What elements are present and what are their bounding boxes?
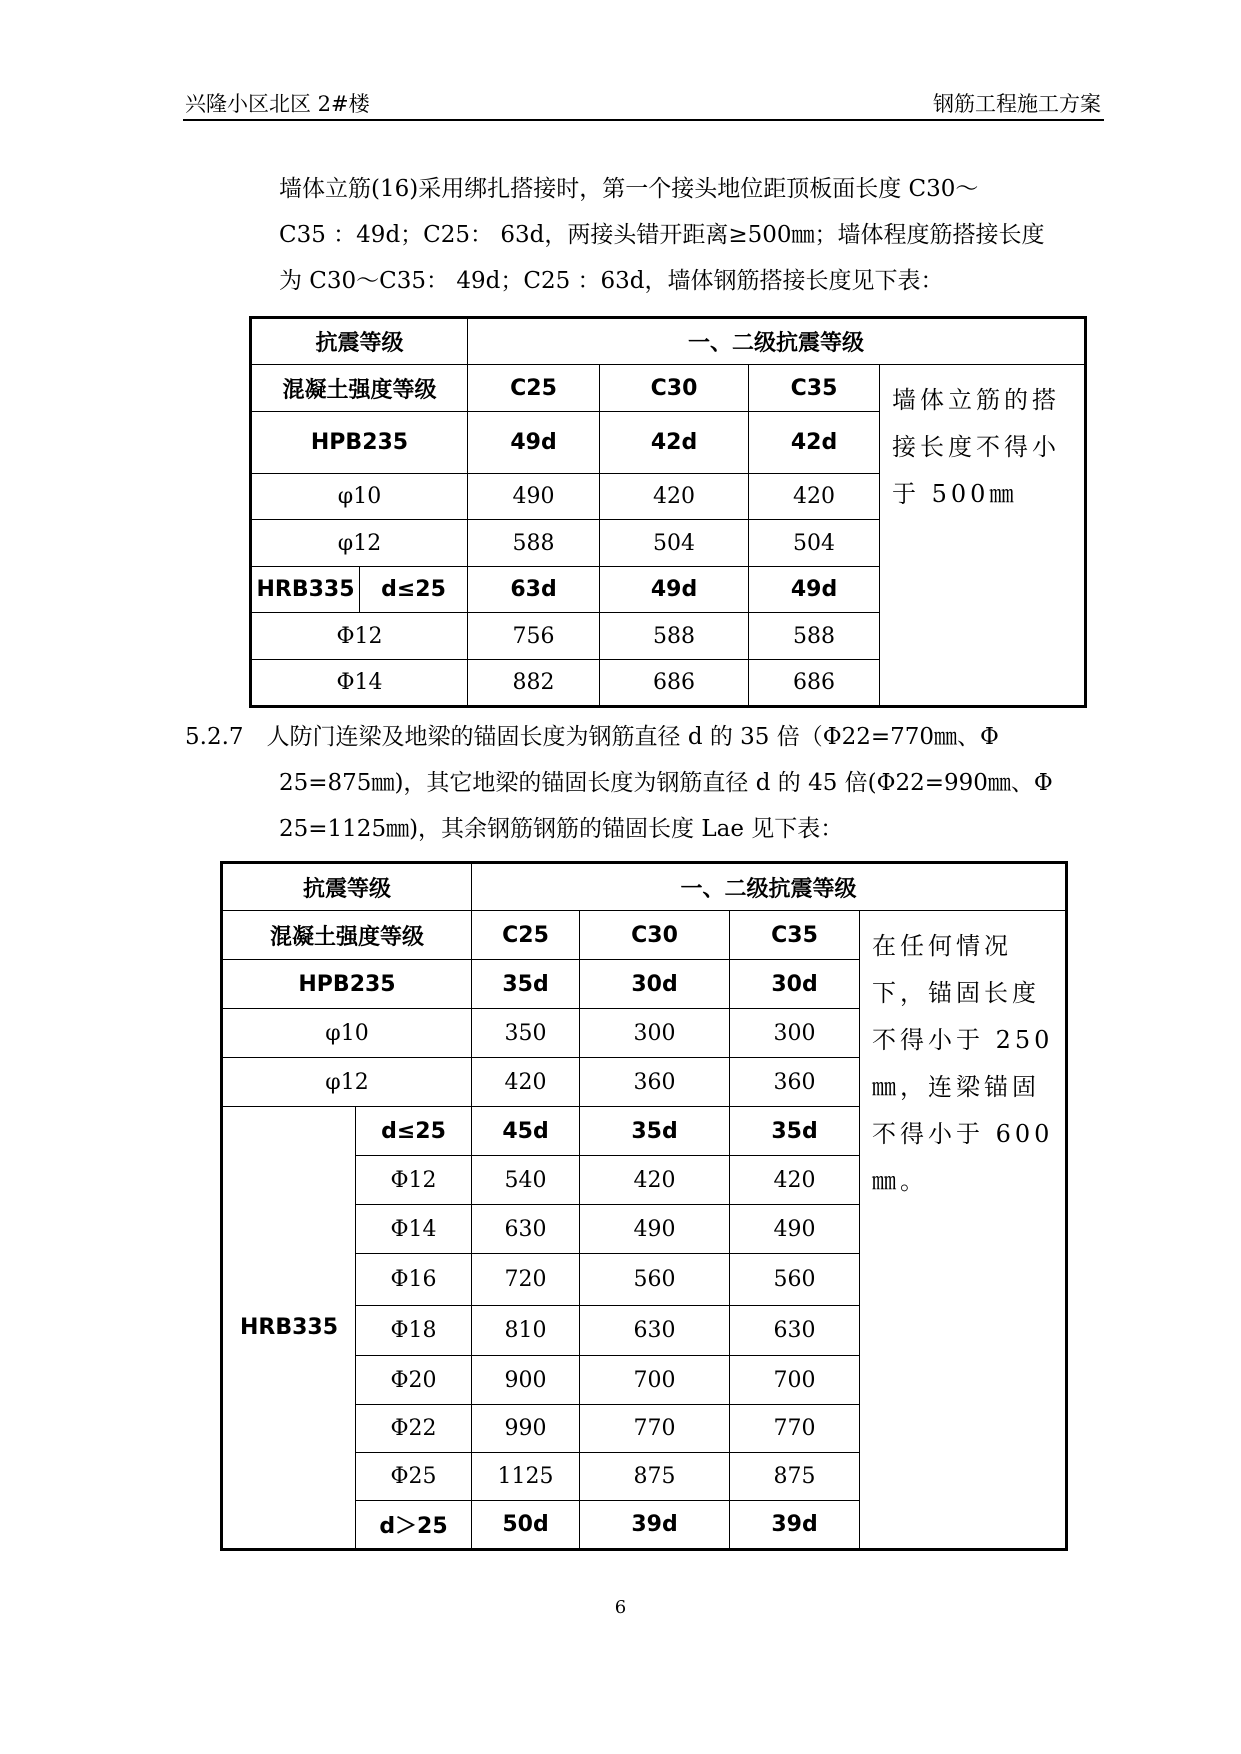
table-cell: φ10 [222,1009,472,1058]
table-cell: 420 [749,474,880,520]
header-divider [183,119,1104,121]
table-cell: Φ18 [356,1306,472,1356]
table-cell: 990 [472,1405,580,1453]
table-cell: φ12 [251,520,468,567]
table-cell: HPB235 [251,412,468,474]
header-right: 钢筋工程施工方案 [933,92,1101,116]
table-cell: 686 [749,660,880,707]
table-cell: Φ12 [251,613,468,660]
table-cell: 810 [472,1306,580,1356]
table-cell: 300 [730,1009,860,1058]
table-cell: 756 [468,613,600,660]
table-cell: 49d [468,412,600,474]
table-cell: 588 [749,613,880,660]
anchorage-length-table [220,861,1068,1551]
table-cell: 混凝土强度等级 [251,365,468,412]
paragraph-rebar-lap [279,166,1139,304]
table-cell: 900 [472,1356,580,1405]
table-cell: 504 [749,520,880,567]
table-cell: 抗震等级 [222,863,472,911]
table-cell: Φ14 [356,1205,472,1254]
table-cell: 700 [730,1356,860,1405]
table-cell: 875 [580,1453,730,1501]
table-cell: 560 [730,1254,860,1306]
table-cell: Φ16 [356,1254,472,1306]
table-cell: 30d [730,960,860,1009]
table-cell: d＞25 [356,1501,472,1550]
table-cell: C30 [600,365,749,412]
table-cell: d≤25 [356,1107,472,1156]
table-cell: C25 [472,911,580,960]
table-cell: C35 [730,911,860,960]
table-cell: C35 [749,365,880,412]
table-cell: Φ25 [356,1453,472,1501]
text-line: 为 C30～C35： 49d；C25 ：63d，墙体钢筋搭接长度见下表： [279,268,944,294]
table-cell: Φ14 [251,660,468,707]
table-cell: φ10 [251,474,468,520]
table-cell: 420 [472,1058,580,1107]
table-cell: 42d [600,412,749,474]
table-cell: 490 [730,1205,860,1254]
table-cell: 35d [730,1107,860,1156]
table-cell: 49d [600,567,749,613]
table-cell: 混凝土强度等级 [222,911,472,960]
table-cell: 45d [472,1107,580,1156]
table-cell: 420 [730,1156,860,1205]
table-cell: 一、二级抗震等级 [472,863,1067,911]
table-cell: 35d [472,960,580,1009]
table-cell: 35d [580,1107,730,1156]
table-cell: 420 [600,474,749,520]
table-cell: 50d [472,1501,580,1550]
table-cell: 720 [472,1254,580,1306]
table-cell: 360 [730,1058,860,1107]
table-cell: 1125 [472,1453,580,1501]
table-cell: Φ22 [356,1405,472,1453]
table-cell: HPB235 [222,960,472,1009]
table-cell: φ12 [222,1058,472,1107]
table-cell: 875 [730,1453,860,1501]
table-cell: C30 [580,911,730,960]
table-cell: 39d [580,1501,730,1550]
table-cell: 588 [468,520,600,567]
table-cell: 560 [580,1254,730,1306]
table-cell: 30d [580,960,730,1009]
text-line: 5.2.7 人防门连梁及地梁的锚固长度为钢筋直径 d 的 35 倍（Φ22=770㎜、Φ [185,724,999,750]
table-cell: 49d [749,567,880,613]
table-cell: 39d [730,1501,860,1550]
table-cell: 490 [468,474,600,520]
table-cell: 770 [580,1405,730,1453]
table-cell: 42d [749,412,880,474]
lap-length-table [249,316,1087,708]
table-cell: 420 [580,1156,730,1205]
table-cell: 360 [580,1058,730,1107]
table-cell: 630 [580,1306,730,1356]
table-cell: 588 [600,613,749,660]
table-cell: Φ20 [356,1356,472,1405]
table-cell: d≤25 [360,567,468,613]
page-number: 6 [614,1597,627,1618]
table-cell: HRB335 [251,567,360,613]
table-note: 在任何情况下，锚固长度不得小于 250㎜，连梁锚固不得小于 600㎜。 [860,911,1067,1550]
table-cell: 700 [580,1356,730,1405]
table-cell: 686 [600,660,749,707]
text-line: 25=875㎜)，其它地梁的锚固长度为钢筋直径 d 的 45 倍(Φ22=990㎜、Φ [279,770,1053,796]
table-cell: Φ12 [356,1156,472,1205]
table-cell: 770 [730,1405,860,1453]
table-cell: 504 [600,520,749,567]
table-cell: 882 [468,660,600,707]
table-cell: 540 [472,1156,580,1205]
table-cell: 63d [468,567,600,613]
text-line: 墙体立筋(16)采用绑扎搭接时，第一个接头地位距顶板面长度 C30～ [279,176,979,202]
table-note: 墙体立筋的搭接长度不得小于 500㎜ [880,365,1086,707]
text-line: C35 ：49d；C25： 63d，两接头错开距离≥500㎜；墙体程度筋搭接长度 [279,222,1045,248]
table-cell: 抗震等级 [251,318,468,365]
text-line: 25=1125㎜)，其余钢筋钢筋的锚固长度 Lae 见下表： [279,816,844,842]
table-cell: 490 [580,1205,730,1254]
table-cell: 350 [472,1009,580,1058]
table-cell: 300 [580,1009,730,1058]
table-cell: 630 [472,1205,580,1254]
table-cell: 一、二级抗震等级 [468,318,1086,365]
table-cell: HRB335 [222,1107,356,1550]
paragraph-anchorage [185,714,1115,852]
table-cell: C25 [468,365,600,412]
table-cell: 630 [730,1306,860,1356]
header-left: 兴隆小区北区 2#楼 [185,92,370,116]
